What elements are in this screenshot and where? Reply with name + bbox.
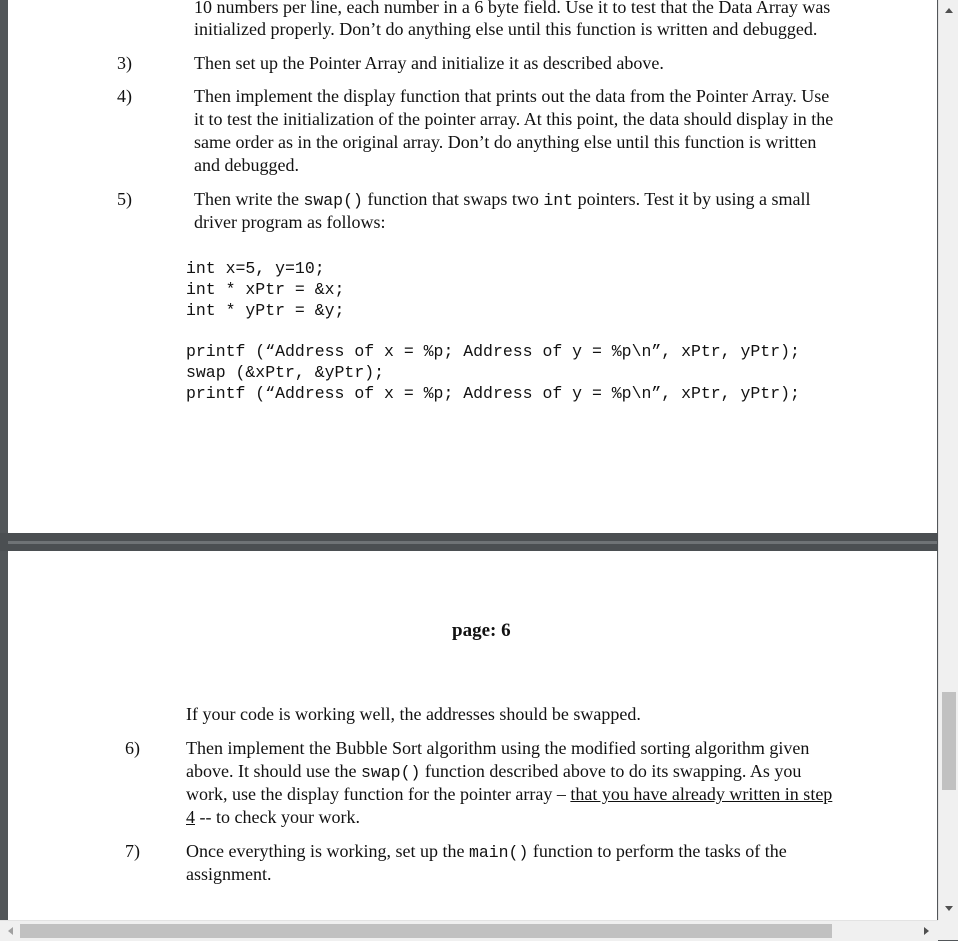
- code-line-6: printf (“Address of x = %p; Address of y = %p\n”, xPtr, yPtr);: [186, 384, 800, 403]
- step-6-line-2-post: function described above to do its swapping. As you: [420, 761, 802, 781]
- step-5-line-1: [194, 188, 924, 212]
- code-line-1: int x=5, y=10;: [186, 259, 325, 278]
- step-6-line-3-pre: work, use the display function for the pointer array –: [186, 784, 571, 804]
- page-5: [8, 0, 937, 533]
- step-6-line-2: [186, 760, 916, 784]
- step-5-line-2: driver program as follows:: [194, 212, 386, 232]
- step-5-number: 5): [117, 189, 132, 209]
- scroll-up-icon[interactable]: [945, 8, 953, 13]
- vertical-scrollbar[interactable]: [938, 0, 958, 920]
- step-6-line-4: [186, 806, 916, 829]
- page-label: page: 6: [452, 620, 511, 641]
- page-separator-line: [8, 541, 937, 544]
- step-4-number: 4): [117, 86, 132, 106]
- scrollbar-corner: [938, 920, 958, 940]
- step-6-line-2-pre: above. It should use the: [186, 761, 361, 781]
- code-line-4: printf (“Address of x = %p; Address of y = %p\n”, xPtr, yPtr);: [186, 342, 800, 361]
- step-4-line-2: it to test the initialization of the pointer array. At this point, the data should display in the: [194, 109, 834, 129]
- step-5-line-1-mid: function that swaps two: [362, 189, 544, 209]
- step-4-reference-link: that you have already written in step: [570, 784, 833, 804]
- page-6: [8, 551, 937, 920]
- horizontal-scroll-thumb[interactable]: [20, 924, 832, 938]
- step-7-line-1-post: function to perform the tasks of the: [528, 841, 787, 861]
- step-4-line-1: Then implement the display function that prints out the data from the Pointer Array. Use: [194, 86, 830, 106]
- code-line-5: swap (&xPtr, &yPtr);: [186, 363, 385, 382]
- swap-function-code-2: swap(): [360, 763, 421, 782]
- step-6-number: 6): [125, 738, 140, 758]
- step-6-line-1: Then implement the Bubble Sort algorithm using the modified sorting algorithm given: [186, 738, 810, 758]
- scroll-left-icon[interactable]: [8, 927, 13, 935]
- swap-function-code: swap(): [303, 191, 363, 210]
- code-line-3: int * yPtr = &y;: [186, 301, 345, 320]
- step-5-line-1-post: pointers. Test it by using a small: [573, 189, 811, 209]
- main-function-code: main(): [468, 843, 529, 862]
- swapped-line: If your code is working well, the addresses should be swapped.: [186, 704, 641, 724]
- scroll-down-icon[interactable]: [945, 906, 953, 911]
- horizontal-scrollbar[interactable]: [0, 920, 938, 941]
- int-keyword-code: int: [543, 191, 574, 210]
- step-5-line-1-pre: Then write the: [194, 189, 304, 209]
- step-4-line-4: and debugged.: [194, 155, 299, 175]
- code-line-2: int * xPtr = &x;: [186, 280, 345, 299]
- step-4-reference-number: 4: [186, 807, 195, 827]
- step-7-line-1: [186, 840, 916, 864]
- scroll-right-icon[interactable]: [924, 927, 929, 935]
- step-7-line-1-pre: Once everything is working, set up the: [186, 841, 469, 861]
- step-6-line-4-post: -- to check your work.: [195, 807, 360, 827]
- step-7-line-2: assignment.: [186, 864, 272, 884]
- step-3-number: 3): [117, 53, 132, 73]
- step-6-line-3: [186, 783, 916, 806]
- intro-line-2: initialized properly. Don’t do anything else until this function is written and debugged.: [194, 19, 818, 39]
- step-4-line-3: same order as in the original array. Don’t do anything else until this function is written: [194, 132, 817, 152]
- step-3-text: Then set up the Pointer Array and initialize it as described above.: [194, 53, 664, 73]
- vertical-scroll-thumb[interactable]: [942, 692, 956, 790]
- step-7-number: 7): [125, 841, 140, 861]
- intro-line-1: 10 numbers per line, each number in a 6 byte field. Use it to test that the Data Array was: [194, 0, 831, 17]
